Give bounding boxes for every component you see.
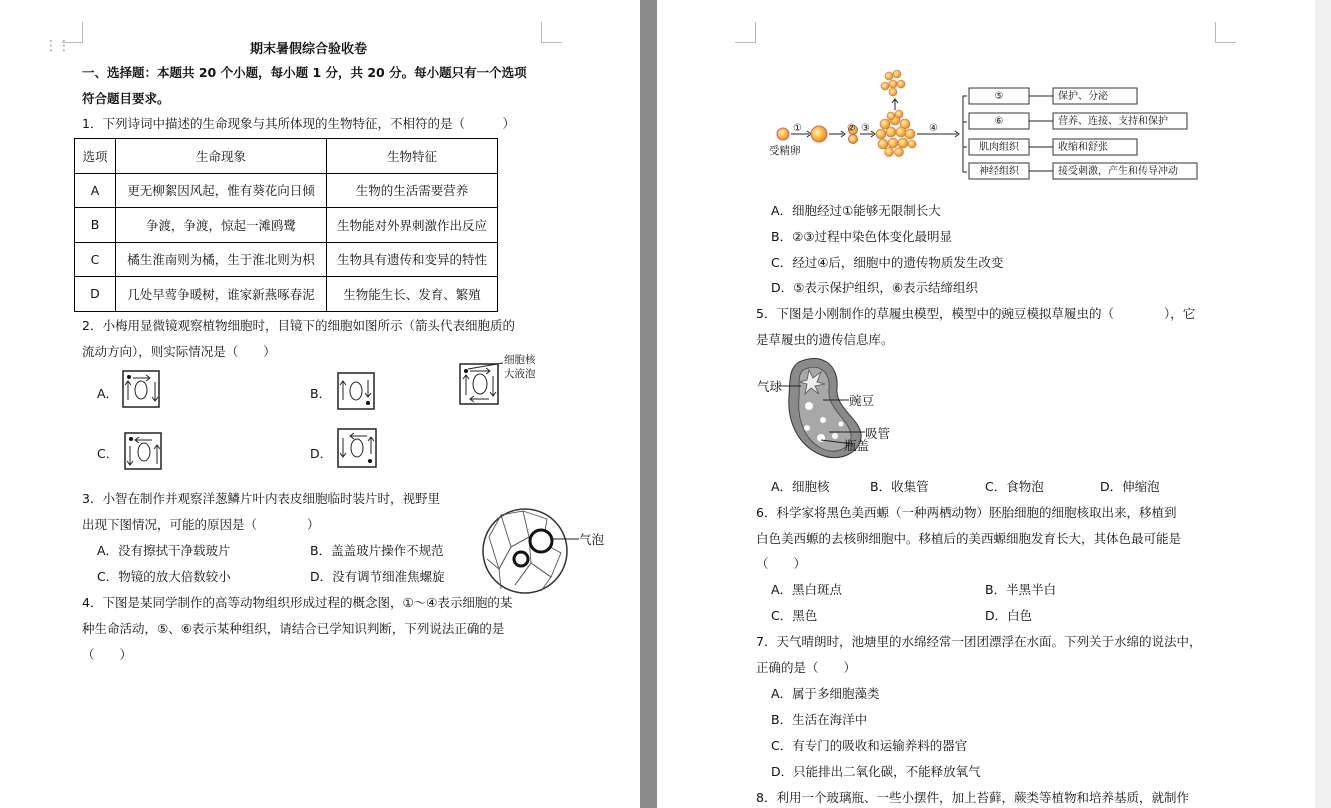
table-cell: 橘生淮南则为橘，生于淮北则为枳 xyxy=(116,242,327,277)
question-5-cont: 是草履虫的遗传信息库。 xyxy=(756,332,894,347)
label-fertilized-egg: 受精卵 xyxy=(769,145,801,157)
table-cell: 生物能生长、发育、繁殖 xyxy=(327,277,498,312)
label-pea: 豌豆 xyxy=(849,393,875,408)
step-4-label: ④ xyxy=(929,123,938,134)
q3-option-d: D．没有调节细准焦螺旋 xyxy=(310,569,445,584)
cell-diagram-a xyxy=(122,370,162,410)
cell-diagram-b xyxy=(337,372,377,412)
question-7: 7．天气晴朗时，池塘里的水绵经常一团团漂浮在水面。下列关于水绵的说法中， xyxy=(756,634,1202,649)
function-label: 营养、连接、支持和保护 xyxy=(1058,116,1168,127)
q7-option-a: A．属于多细胞藻类 xyxy=(771,686,880,701)
label-nucleus: 细胞核 xyxy=(504,354,536,366)
q6-option-a: A．黑白斑点 xyxy=(771,582,843,597)
table-cell: 生物的生活需要营养 xyxy=(327,173,498,208)
label-bottle-cap: 瓶盖 xyxy=(844,438,870,453)
step-2-label: ② xyxy=(847,123,856,134)
label-straw: 吸管 xyxy=(865,426,891,441)
q5-option-b: B．收集管 xyxy=(870,479,929,494)
q3-option-a: A．没有擦拭干净载玻片 xyxy=(97,543,231,558)
label-vacuole: 大液泡 xyxy=(504,368,536,380)
question-4-bracket: （ ） xyxy=(82,647,133,662)
section-heading-cont: 符合题目要求。 xyxy=(82,91,170,106)
crop-mark xyxy=(541,22,562,43)
q6-option-b: B．半黑半白 xyxy=(985,582,1057,597)
q6-option-c: C．黑色 xyxy=(771,608,818,623)
q4-option-d: D．⑤表示保护组织，⑥表示结缔组织 xyxy=(771,280,979,295)
table-header: 生物特征 xyxy=(327,139,498,174)
table-row xyxy=(75,173,498,208)
reference-cell-diagram xyxy=(459,362,503,408)
table-header: 生命现象 xyxy=(116,139,327,174)
label-balloon: 气球 xyxy=(757,379,783,394)
label-bubble: 气泡 xyxy=(579,532,605,547)
question-4-cont: 种生命活动，⑤、⑥表示某种组织，请结合已学知识判断，下列说法正确的是 xyxy=(82,621,505,636)
tissue-5-label: ⑤ xyxy=(994,91,1004,102)
option-label-b: B． xyxy=(310,386,332,401)
drag-handle-icon[interactable]: ⋮⋮ xyxy=(44,38,70,54)
table-row xyxy=(75,242,498,277)
question-2-cont: 流动方向），则实际情况是（ ） xyxy=(82,344,276,359)
crop-mark xyxy=(1215,22,1236,43)
table-cell: 几处早莺争暖树，谁家新燕啄春泥 xyxy=(116,277,327,312)
table-row xyxy=(75,277,498,312)
table-cell: 生物具有遗传和变异的特性 xyxy=(327,242,498,277)
table-row xyxy=(75,208,498,243)
table-cell: A xyxy=(75,173,116,208)
question-6-bracket: （ ） xyxy=(756,556,807,571)
table-cell: B xyxy=(75,208,116,243)
q6-option-d: D．白色 xyxy=(985,608,1033,623)
table-cell: 更无柳絮因风起，惟有葵花向日倾 xyxy=(116,173,327,208)
function-label: 收缩和舒张 xyxy=(1058,142,1108,153)
table-header: 选项 xyxy=(75,139,116,174)
document-page-2 xyxy=(657,0,1315,808)
question-2: 2．小梅用显微镜观察植物细胞时，目镜下的细胞如图所示（箭头代表细胞质的 xyxy=(82,318,515,333)
question-3: 3．小智在制作并观察洋葱鳞片叶内表皮细胞临时装片时，视野里 xyxy=(82,491,440,506)
table-cell: D xyxy=(75,277,116,312)
question-7-cont: 正确的是（ ） xyxy=(756,660,857,675)
question-1-table xyxy=(74,138,498,312)
q7-option-d: D．只能排出二氧化碳，不能释放氧气 xyxy=(771,764,981,779)
crop-mark xyxy=(735,22,756,43)
step-3-label: ③ xyxy=(861,123,870,134)
option-label-c: C． xyxy=(97,446,119,461)
question-6-cont: 白色美西螈的去核卵细胞中。移植后的美西螈细胞发育长大，其体色最可能是 xyxy=(756,531,1182,546)
table-cell: C xyxy=(75,242,116,277)
option-label-d: D． xyxy=(310,446,333,461)
table-cell: 争渡，争渡，惊起一滩鸥鹭 xyxy=(116,208,327,243)
tissue-6-label: ⑥ xyxy=(994,116,1004,127)
muscle-tissue-label: 肌肉组织 xyxy=(979,142,1019,153)
vertical-scrollbar[interactable] xyxy=(1315,0,1331,808)
q4-option-a: A．细胞经过①能够无限制长大 xyxy=(771,203,941,218)
table-header-row xyxy=(75,139,498,174)
microscope-view-figure xyxy=(481,507,581,597)
q4-option-c: C．经过④后，细胞中的遗传物质发生改变 xyxy=(771,255,1004,270)
document-page-1 xyxy=(0,0,640,808)
function-label: 接受刺激，产生和传导冲动 xyxy=(1058,166,1178,177)
question-8: 8．利用一个玻璃瓶、一些小摆件，加上苔藓，蕨类等植物和培养基质，就制作 xyxy=(756,790,1189,805)
q5-option-d: D．伸缩泡 xyxy=(1100,479,1160,494)
q3-option-b: B．盖盖玻片操作不规范 xyxy=(310,543,444,558)
q7-option-b: B．生活在海洋中 xyxy=(771,712,868,727)
section-heading: 一、选择题：本题共 20 个小题，每小题 1 分，共 20 分。每小题只有一个选项 xyxy=(82,65,527,80)
step-1-label: ① xyxy=(793,123,802,134)
q5-option-c: C．食物泡 xyxy=(985,479,1044,494)
nerve-tissue-label: 神经组织 xyxy=(979,166,1019,177)
q5-option-a: A．细胞核 xyxy=(771,479,830,494)
option-label-a: A． xyxy=(97,386,119,401)
q3-option-c: C．物镜的放大倍数较小 xyxy=(97,569,231,584)
q7-option-c: C．有专门的吸收和运输养料的器官 xyxy=(771,738,968,753)
question-5: 5．下图是小刚制作的草履虫模型，模型中的豌豆模拟草履虫的（ ），它 xyxy=(756,306,1196,321)
question-4: 4．下图是某同学制作的高等动物组织形成过程的概念图，①～④表示细胞的某 xyxy=(82,595,513,610)
q4-option-b: B．②③过程中染色体变化最明显 xyxy=(771,229,952,244)
table-cell: 生物能对外界刺激作出反应 xyxy=(327,208,498,243)
paramecium-model-figure xyxy=(779,356,889,466)
function-label: 保护、分泌 xyxy=(1058,91,1108,102)
cell-diagram-d xyxy=(337,428,379,470)
cell-diagram-c xyxy=(124,432,164,472)
page-title: 期末暑假综合验收卷 xyxy=(250,42,368,57)
question-3-cont: 出现下图情况，可能的原因是（ ） xyxy=(82,517,320,532)
question-6: 6．科学家将黑色美西螈（一种两栖动物）胚胎细胞的细胞核取出来，移植到 xyxy=(756,505,1177,520)
question-1: 1．下列诗词中描述的生命现象与其所体现的生物特征，不相符的是（ ） xyxy=(82,116,515,131)
